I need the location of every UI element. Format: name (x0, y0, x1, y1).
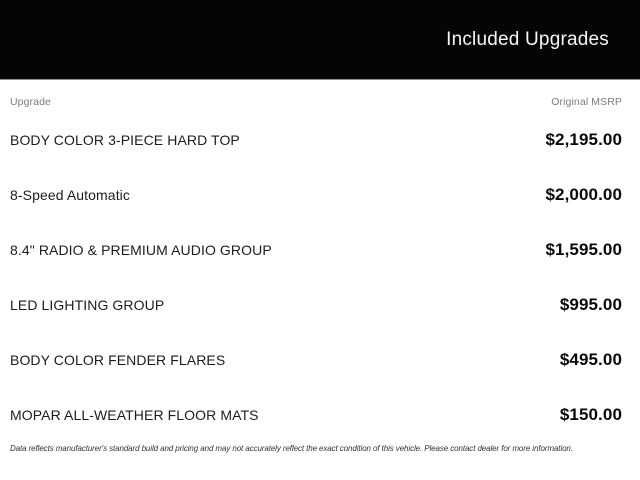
upgrade-price: $150.00 (559, 404, 622, 424)
table-column-headers (10, 96, 622, 109)
upgrade-label: MOPAR ALL-WEATHER FLOOR MATS (10, 406, 259, 423)
upgrade-row (10, 387, 622, 442)
upgrades-table (0, 96, 640, 453)
upgrade-row (10, 112, 622, 167)
upgrade-row (10, 222, 622, 277)
upgrade-label: BODY COLOR FENDER FLARES (10, 351, 226, 368)
upgrade-price: $2,000.00 (545, 184, 622, 204)
upgrade-price: $995.00 (559, 294, 622, 314)
upgrade-label: 8-Speed Automatic (10, 186, 130, 203)
upgrade-label: 8.4" RADIO & PREMIUM AUDIO GROUP (10, 241, 272, 258)
header-bar (0, 0, 640, 80)
upgrade-price: $2,195.00 (545, 129, 622, 149)
page-title: Included Upgrades (446, 28, 609, 50)
disclaimer-text: Data reflects manufacturer's standard build and pricing and may not accurately reflect the exact condition of this vehicle. Please contact dealer for more information. (10, 444, 573, 453)
upgrade-price: $1,595.00 (545, 239, 622, 259)
upgrade-label: BODY COLOR 3-PIECE HARD TOP (10, 131, 240, 148)
upgrade-label: LED LIGHTING GROUP (10, 296, 165, 313)
upgrade-row (10, 167, 622, 222)
table-body (10, 112, 622, 442)
upgrade-row (10, 332, 622, 387)
upgrade-row (10, 277, 622, 332)
upgrade-price: $495.00 (559, 349, 622, 369)
column-header-msrp: Original MSRP (551, 96, 622, 108)
column-header-upgrade: Upgrade (10, 96, 51, 108)
